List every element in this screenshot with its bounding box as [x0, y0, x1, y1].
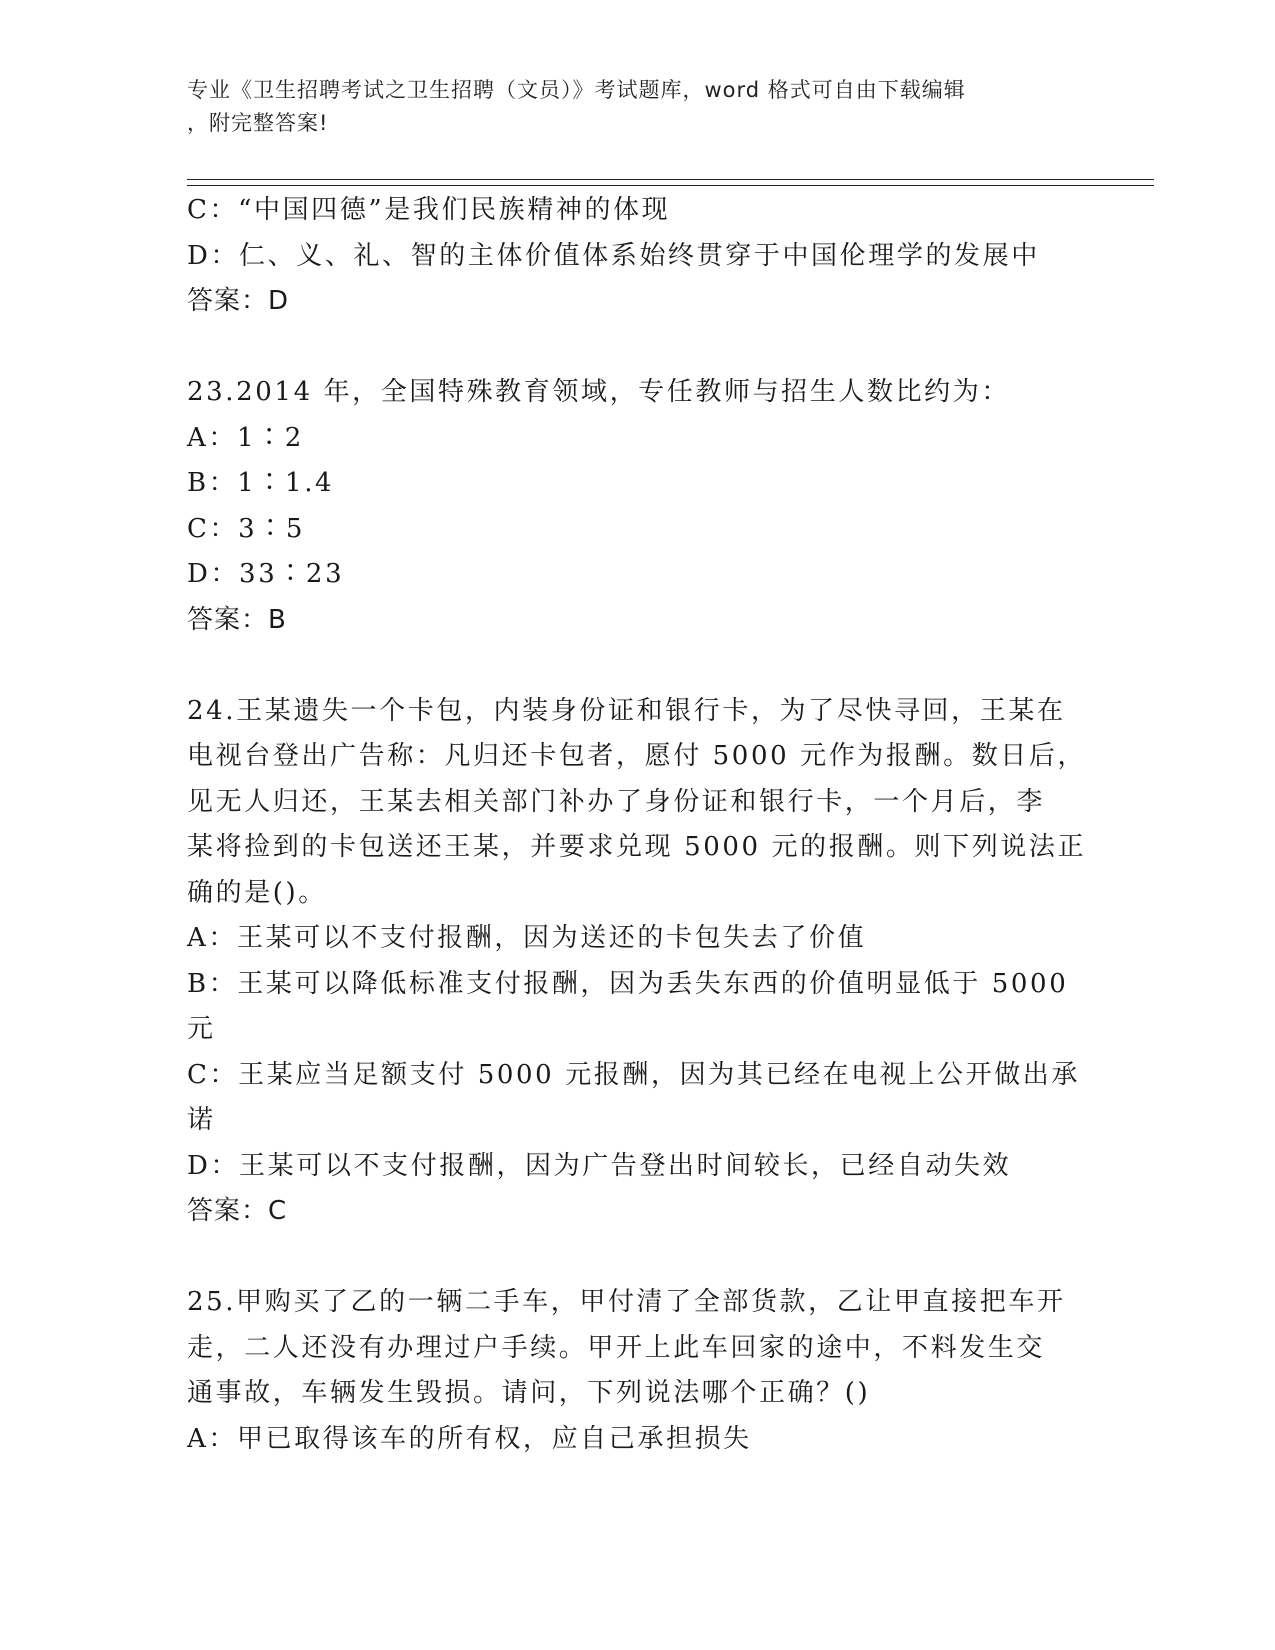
header-rule-top: [187, 179, 1154, 180]
option-c-line: C：王某应当足额支付 5000 元报酬，因为其已经在电视上公开做出承: [187, 1059, 1080, 1090]
option-d: D：王某可以不支付报酬，因为广告登出时间较长，已经自动失效: [187, 1150, 1012, 1181]
option-d: D：仁、义、礼、智的主体价值体系始终贯穿于中国伦理学的发展中: [187, 240, 1040, 271]
question-22-tail: [187, 188, 1067, 325]
question-stem-line: 走，二人还没有办理过户手续。甲开上此车回家的途中，不料发生交: [187, 1332, 1046, 1363]
option-a: A：甲已取得该车的所有权，应自己承担损失: [187, 1423, 752, 1454]
header-line-2: ，附完整答案!: [187, 111, 329, 135]
question-stem-line: 见无人归还，王某去相关部门补办了身份证和银行卡，一个月后，李: [187, 786, 1046, 817]
option-c: C：3∶5: [187, 513, 305, 544]
header-line-1: 专业《卫生招聘考试之卫生招聘（文员）》考试题库，word 格式可自由下载编辑: [187, 78, 966, 102]
question-stem-line: 25.甲购买了乙的一辆二手车，甲付清了全部货款，乙让甲直接把车开: [187, 1287, 1066, 1317]
question-23: [187, 370, 1067, 643]
spacer: [187, 1235, 1067, 1281]
option-a: A：1∶2: [187, 422, 304, 453]
spacer: [187, 643, 1067, 689]
answer: 答案：C: [187, 1196, 288, 1226]
option-c: C：“中国四德”是我们民族精神的体现: [187, 195, 671, 225]
answer: 答案：B: [187, 604, 287, 635]
document-body: [187, 188, 1087, 1462]
page-header: [187, 74, 1067, 140]
question-stem-line: 通事故，车辆发生毁损。请问，下列说法哪个正确？(): [187, 1378, 871, 1408]
header-rule-bottom: [187, 185, 1154, 186]
option-c-line: 诺: [187, 1105, 216, 1135]
question-stem-line: 确的是()。: [187, 877, 327, 908]
spacer: [187, 325, 1067, 371]
question-25: [187, 1280, 1067, 1462]
answer: 答案：D: [187, 286, 290, 316]
question-stem-line: 电视台登出广告称：凡归还卡包者，愿付 5000 元作为报酬。数日后，: [187, 741, 1087, 771]
question-24: [187, 689, 1087, 1235]
question-stem-line: 某将捡到的卡包送还王某，并要求兑现 5000 元的报酬。则下列说法正: [187, 832, 1087, 862]
question-stem: 23.2014 年，全国特殊教育领域，专任教师与招生人数比约为：: [187, 377, 1010, 407]
option-d: D：33∶23: [187, 559, 345, 589]
option-b-line: B：王某可以降低标准支付报酬，因为丢失东西的价值明显低于 5000: [187, 968, 1069, 999]
option-b-line: 元: [187, 1014, 216, 1044]
option-b: B：1∶1.4: [187, 468, 335, 498]
option-a: A：王某可以不支付报酬，因为送还的卡包失去了价值: [187, 923, 867, 953]
question-stem-line: 24.王某遗失一个卡包，内装身份证和银行卡，为了尽快寻回，王某在: [187, 695, 1066, 726]
